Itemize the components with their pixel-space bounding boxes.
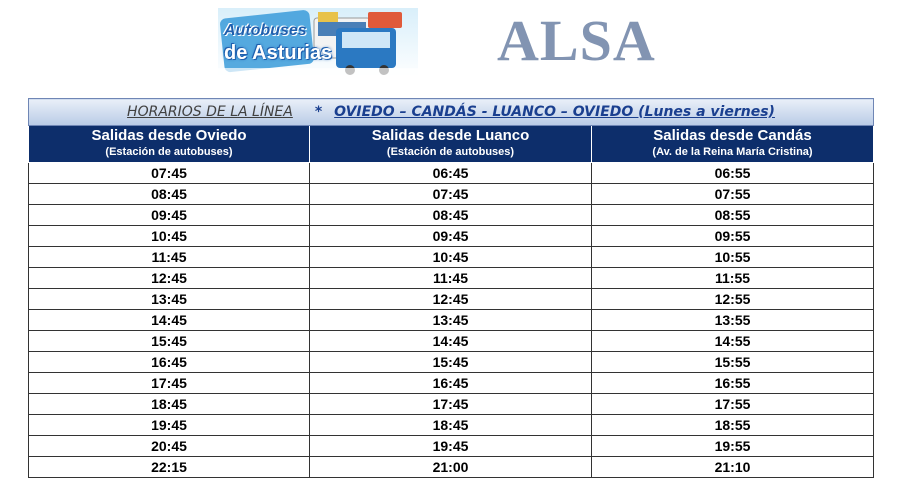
column-header-oviedo [29, 126, 310, 163]
table-row [29, 352, 874, 373]
table-row [29, 436, 874, 457]
timetable-title [29, 99, 874, 126]
departure-time-candas: 09:55 [592, 226, 874, 247]
column-header-title: Salidas desde Luanco [371, 127, 530, 144]
column-header-title: Salidas desde Candás [653, 127, 812, 144]
route-name: OVIEDO – CANDÁS - LUANCO – OVIEDO (Lunes a viernes) [334, 104, 775, 120]
departure-time-luanco: 10:45 [310, 247, 592, 268]
departure-time-luanco: 17:45 [310, 394, 592, 415]
departure-time-oviedo: 11:45 [29, 247, 310, 268]
departure-time-oviedo: 10:45 [29, 226, 310, 247]
departure-time-candas: 11:55 [592, 268, 874, 289]
departure-time-luanco: 09:45 [310, 226, 592, 247]
departure-time-candas: 19:55 [592, 436, 874, 457]
table-row [29, 289, 874, 310]
departure-time-oviedo: 14:45 [29, 310, 310, 331]
timetable-title-label: HORARIOS DE LA LÍNEA [127, 104, 293, 120]
departure-time-luanco: 18:45 [310, 415, 592, 436]
table-row [29, 373, 874, 394]
column-header-subtitle: (Estación de autobuses) [105, 146, 233, 158]
departure-time-oviedo: 19:45 [29, 415, 310, 436]
departure-time-luanco: 11:45 [310, 268, 592, 289]
departure-time-candas: 16:55 [592, 373, 874, 394]
alsa-brand-title: ALSA [497, 8, 656, 73]
departure-time-candas: 10:55 [592, 247, 874, 268]
departure-time-candas: 15:55 [592, 352, 874, 373]
table-row [29, 247, 874, 268]
column-header-luanco [310, 126, 592, 163]
table-row [29, 163, 874, 184]
departure-time-oviedo: 09:45 [29, 205, 310, 226]
column-header-subtitle: (Estación de autobuses) [386, 146, 515, 158]
departure-time-luanco: 13:45 [310, 310, 592, 331]
departure-time-candas: 08:55 [592, 205, 874, 226]
departure-time-luanco: 12:45 [310, 289, 592, 310]
departure-time-oviedo: 16:45 [29, 352, 310, 373]
departure-time-candas: 13:55 [592, 310, 874, 331]
departure-time-oviedo: 22:15 [29, 457, 310, 478]
column-header-row [29, 126, 874, 163]
departure-time-oviedo: 08:45 [29, 184, 310, 205]
timetable [28, 98, 874, 478]
departure-time-oviedo: 17:45 [29, 373, 310, 394]
departure-time-oviedo: 20:45 [29, 436, 310, 457]
departure-time-oviedo: 12:45 [29, 268, 310, 289]
departure-time-candas: 12:55 [592, 289, 874, 310]
table-row [29, 415, 874, 436]
table-row [29, 310, 874, 331]
departure-time-luanco: 15:45 [310, 352, 592, 373]
table-row [29, 184, 874, 205]
departure-time-luanco: 16:45 [310, 373, 592, 394]
departure-time-candas: 07:55 [592, 184, 874, 205]
departure-time-candas: 14:55 [592, 331, 874, 352]
title-separator-star: * [314, 104, 323, 120]
timetable-title-row [29, 99, 874, 126]
autobuses-de-asturias-logo [218, 8, 418, 80]
column-header-candas [592, 126, 874, 163]
table-row [29, 331, 874, 352]
departure-time-oviedo: 07:45 [29, 163, 310, 184]
table-row [29, 394, 874, 415]
column-header-title: Salidas desde Oviedo [91, 127, 247, 144]
departure-time-luanco: 08:45 [310, 205, 592, 226]
logo-text-de-asturias: de Asturias [224, 42, 333, 64]
departure-time-luanco: 07:45 [310, 184, 592, 205]
table-row [29, 205, 874, 226]
table-row [29, 268, 874, 289]
departure-time-luanco: 06:45 [310, 163, 592, 184]
departure-time-candas: 17:55 [592, 394, 874, 415]
departure-time-candas: 06:55 [592, 163, 874, 184]
column-header-subtitle: (Av. de la Reina María Cristina) [652, 146, 813, 158]
departure-time-candas: 18:55 [592, 415, 874, 436]
table-row [29, 226, 874, 247]
departure-time-luanco: 19:45 [310, 436, 592, 457]
departure-time-luanco: 14:45 [310, 331, 592, 352]
departure-time-oviedo: 13:45 [29, 289, 310, 310]
departure-time-oviedo: 18:45 [29, 394, 310, 415]
departure-time-candas: 21:10 [592, 457, 874, 478]
table-row [29, 457, 874, 478]
logo-text-autobuses: Autobuses [224, 22, 307, 39]
departure-time-oviedo: 15:45 [29, 331, 310, 352]
departure-time-luanco: 21:00 [310, 457, 592, 478]
